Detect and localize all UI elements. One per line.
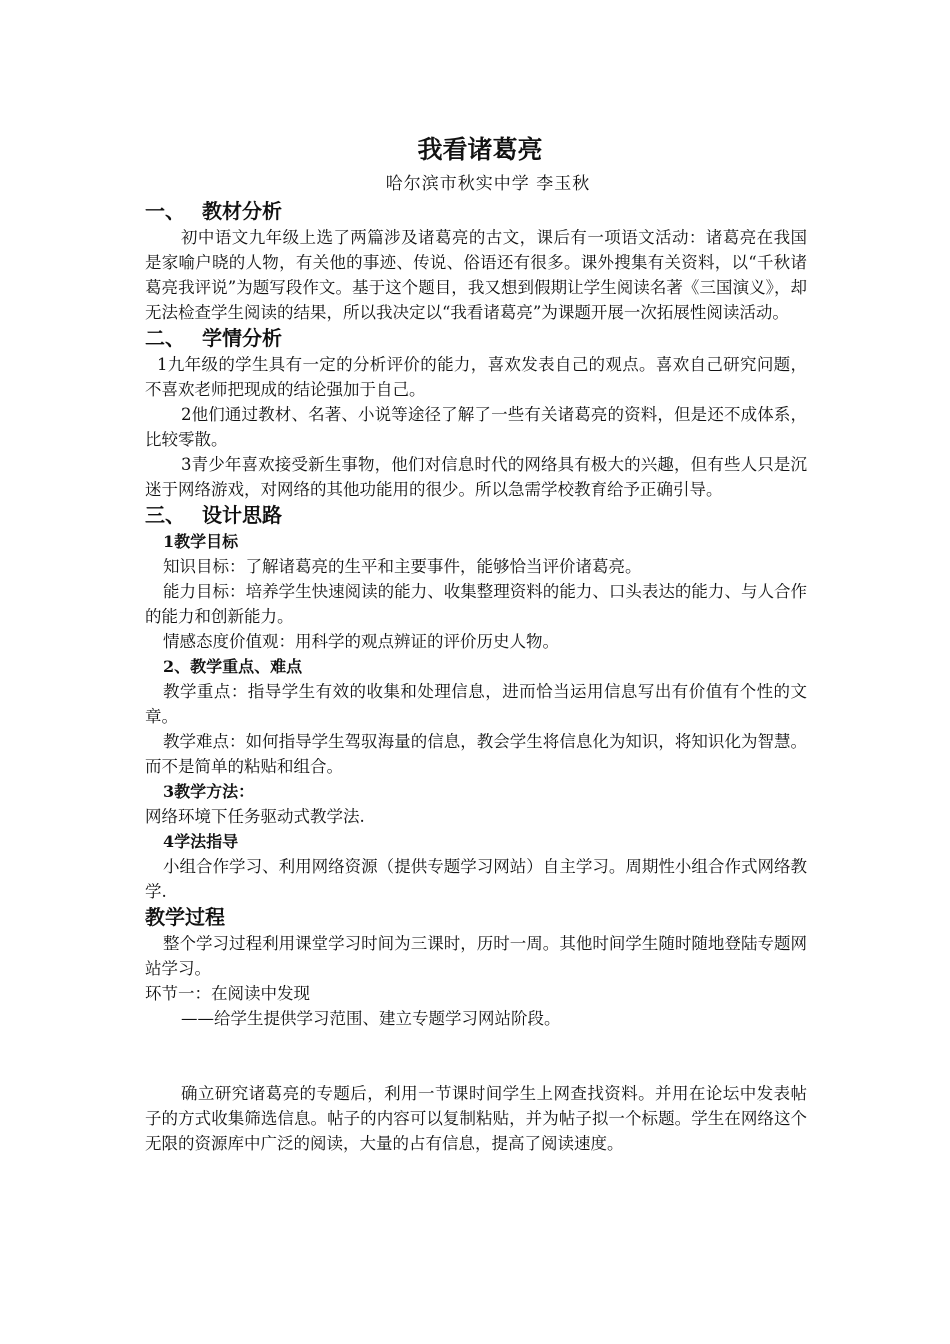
subheading: 1教学目标 (163, 532, 239, 551)
section-heading-1 (145, 198, 807, 225)
subheading: 4学法指导 (163, 832, 239, 851)
subheading: 2、教学重点、难点 (163, 657, 303, 676)
section-heading-3 (145, 502, 807, 529)
paragraph: 初中语文九年级上选了两篇涉及诸葛亮的古文，课后有一项语文活动：诸葛亮在我国是家喻户晓的人物，有关他的事迹、传说、俗语还有很多。课外搜集有关资料，以“千秋诸葛亮我评说”为题写段作文。基于这个题目，我又想到假期让学生阅读名著《三国演义》，却无法检查学生阅读的结果，所以我决定以“我看诸葛亮”为课题开展一次拓展性阅读活动。 (145, 228, 807, 322)
document-title: 我看诸葛亮 (417, 135, 543, 164)
section-title: 学情分析 (202, 326, 282, 350)
section-title: 设计思路 (202, 503, 282, 527)
section-number: 三、 (145, 503, 185, 527)
section-number: 二、 (145, 326, 185, 350)
paragraph: 网络环境下任务驱动式教学法. (145, 807, 365, 826)
section-heading-2 (145, 325, 807, 352)
document-author: 哈尔滨市秋实中学 李玉秋 (385, 174, 591, 194)
subheading: 3教学方法： (163, 782, 255, 801)
paragraph: 教学重点：指导学生有效的收集和处理信息，进而恰当运用信息写出有价值有个性的文章。 (145, 682, 807, 726)
section-number: 一、 (145, 199, 185, 223)
paragraph: 教学难点：如何指导学生驾驭海量的信息，教会学生将信息化为知识，将知识化为智慧。而不是简单的粘贴和组合。 (145, 732, 807, 776)
paragraph: ——给学生提供学习范围、建立专题学习网站阶段。 (181, 1009, 561, 1028)
paragraph: 知识目标：了解诸葛亮的生平和主要事件，能够恰当评价诸葛亮。 (163, 557, 642, 576)
paragraph: 情感态度价值观：用科学的观点辨证的评价历史人物。 (163, 632, 559, 651)
blank-space (145, 1031, 807, 1081)
paragraph: 小组合作学习、利用网络资源（提供专题学习网站）自主学习。周期性小组合作式网络教学. (145, 857, 807, 901)
paragraph: 确立研究诸葛亮的专题后，利用一节课时间学生上网查找资料。并用在论坛中发表帖子的方式收集筛选信息。帖子的内容可以复制粘贴，并为帖子拟一个标题。学生在网络这个无限的资源库中广泛的阅读，大量的占有信息，提高了阅读速度。 (145, 1084, 807, 1153)
paragraph: 3青少年喜欢接受新生事物，他们对信息时代的网络具有极大的兴趣，但有些人只是沉迷于网络游戏，对网络的其他功能用的很少。所以急需学校教育给予正确引导。 (145, 455, 807, 499)
document-content (145, 130, 807, 1156)
paragraph: 整个学习过程利用课堂学习时间为三课时，历时一周。其他时间学生随时随地登陆专题网站学习。 (145, 934, 807, 978)
paragraph: 2他们通过教材、名著、小说等途径了解了一些有关诸葛亮的资料，但是还不成体系，比较零散。 (145, 405, 807, 449)
section-heading-4: 教学过程 (145, 905, 225, 929)
paragraph: 能力目标：培养学生快速阅读的能力、收集整理资料的能力、口头表达的能力、与人合作的能力和创新能力。 (145, 582, 807, 626)
paragraph: 1九年级的学生具有一定的分析评价的能力，喜欢发表自己的观点。喜欢自己研究问题，不喜欢老师把现成的结论强加于自己。 (145, 355, 807, 399)
paragraph: 环节一：在阅读中发现 (145, 984, 310, 1003)
section-title: 教材分析 (202, 199, 282, 223)
